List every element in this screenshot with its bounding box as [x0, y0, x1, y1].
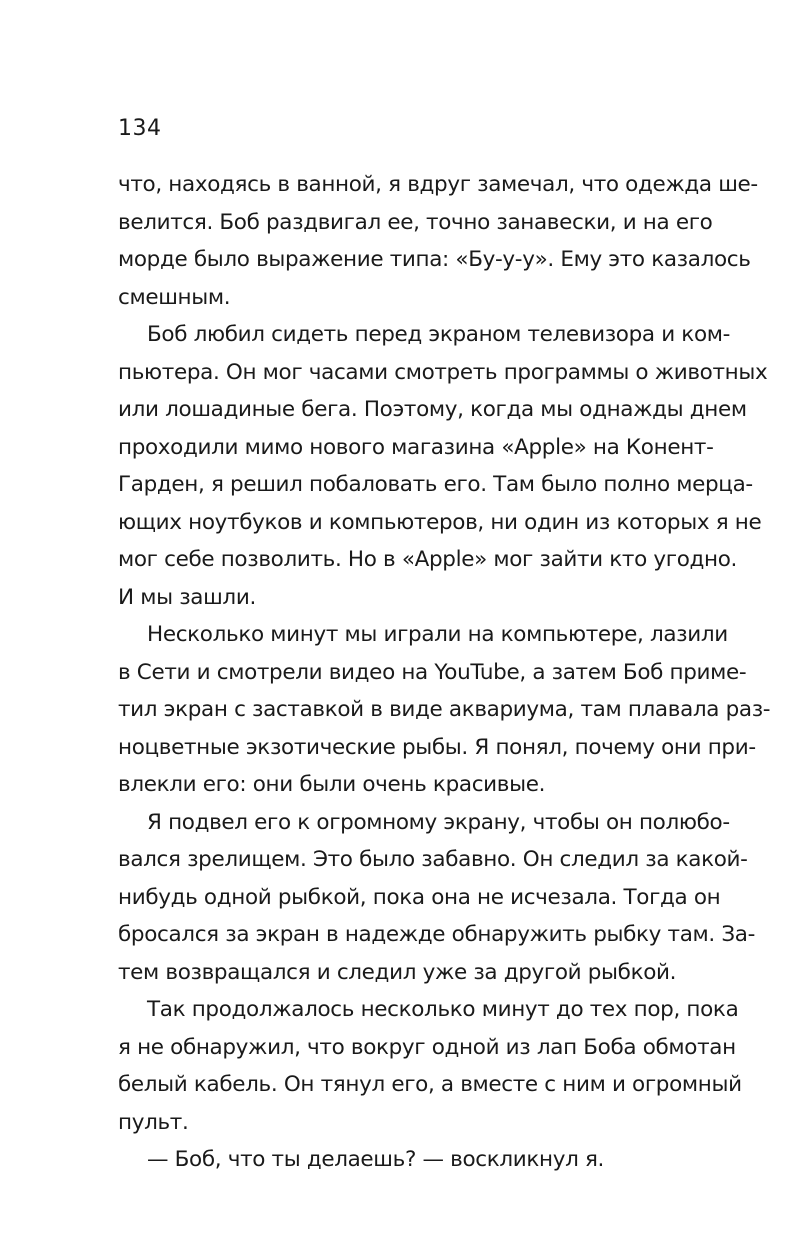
text-line: что, находясь в ванной, я вдруг замечал, что одежда ше-: [118, 172, 758, 197]
text-line: ющих ноутбуков и компьютеров, ни один из которых я не: [118, 510, 762, 535]
text-line: нибудь одной рыбкой, пока она не исчезала. Тогда он: [118, 885, 721, 910]
text-line: мог себе позволить. Но в «Apple» мог зайти кто угодно.: [118, 547, 738, 572]
text-line: в Сети и смотрели видео на YouTube, а затем Боб приме-: [118, 660, 747, 685]
text-line: Боб любил сидеть перед экраном телевизора и ком-: [147, 322, 731, 347]
text-line: влекли его: они были очень красивые.: [118, 772, 546, 797]
text-line: Я подвел его к огромному экрану, чтобы он полюбо-: [147, 810, 730, 835]
dialogue-line: — Боб, что ты делаешь? — воскликнул я.: [147, 1147, 605, 1172]
text-line: Несколько минут мы играли на компьютере, лазили: [147, 622, 728, 647]
text-line: И мы зашли.: [118, 585, 256, 610]
text-line: белый кабель. Он тянул его, а вместе с ним и огромный: [118, 1072, 742, 1097]
text-line: ноцветные экзотические рыбы. Я понял, почему они при-: [118, 735, 756, 760]
text-line: вался зрелищем. Это было забавно. Он следил за какой-: [118, 847, 748, 872]
text-line: проходили мимо нового магазина «Apple» на Конент-: [118, 435, 714, 460]
text-line: я не обнаружил, что вокруг одной из лап Боба обмотан: [118, 1035, 736, 1060]
text-line: Гарден, я решил побаловать его. Там было полно мерца-: [118, 472, 753, 497]
text-line: смешным.: [118, 285, 231, 310]
text-line: тем возвращался и следил уже за другой рыбкой.: [118, 960, 677, 985]
text-line: или лошадиные бега. Поэтому, когда мы однажды днем: [118, 397, 747, 422]
text-line: бросался за экран в надежде обнаружить рыбку там. За-: [118, 922, 756, 947]
text-line: морде было выражение типа: «Бу-у-у». Ему это казалось: [118, 247, 751, 272]
text-line: пьютера. Он мог часами смотреть программы о животных: [118, 360, 768, 385]
text-line: Так продолжалось несколько минут до тех пор, пока: [147, 997, 739, 1022]
text-line: тил экран с заставкой в виде аквариума, там плавала раз-: [118, 697, 771, 722]
page-number: 134: [118, 116, 162, 141]
text-line: велится. Боб раздвигал ее, точно занавески, и на его: [118, 210, 713, 235]
text-line: пульт.: [118, 1110, 189, 1135]
